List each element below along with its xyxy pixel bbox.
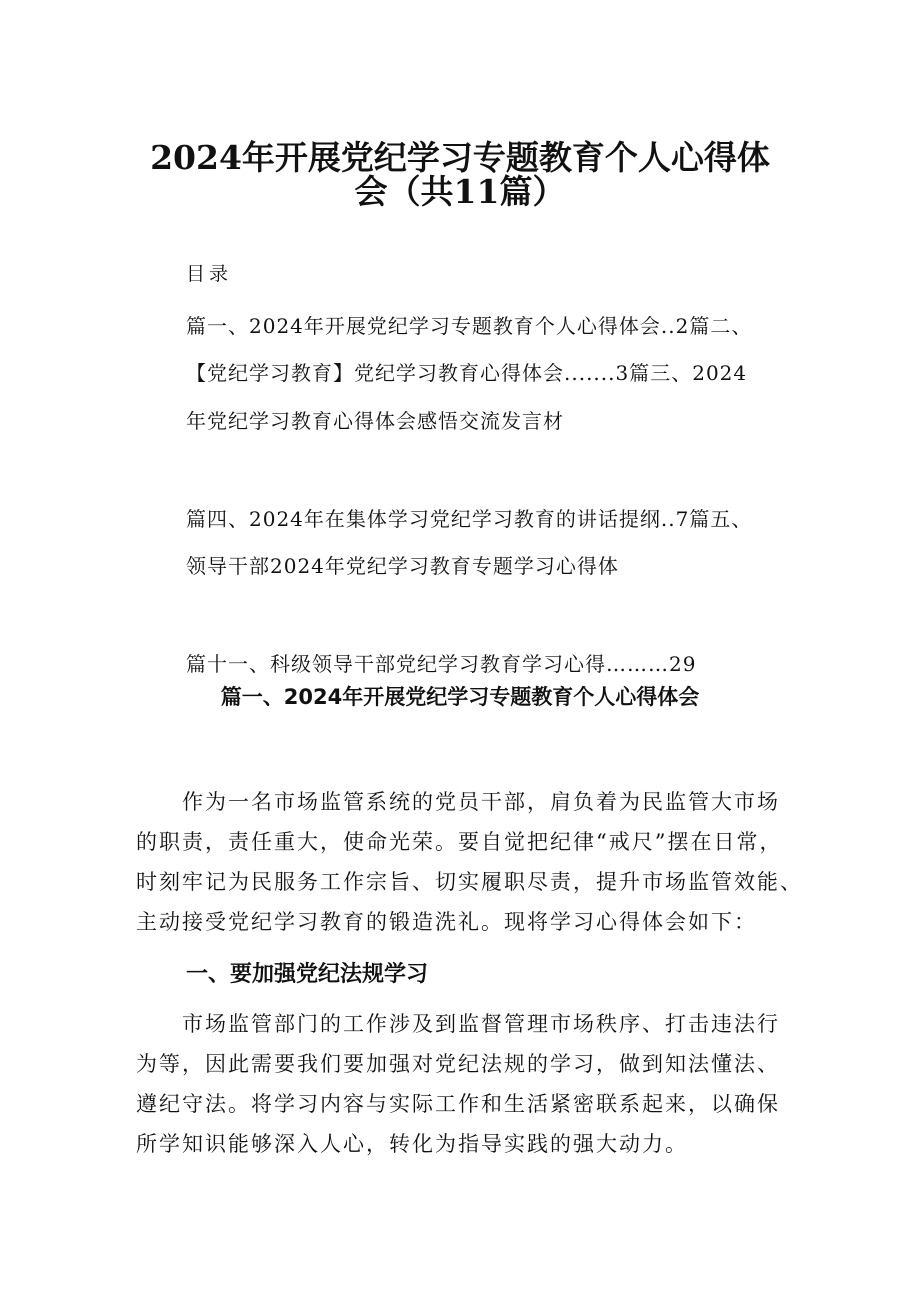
toc-line-6: 篇十一、科级领导干部党纪学习教育学习心得………29	[186, 652, 697, 676]
paragraph-2-line-2: 为等，因此需要我们要加强对党纪法规的学习，做到知法懂法、	[136, 1052, 780, 1076]
paragraph-1-line-1: 作为一名市场监管系统的党员干部，肩负着为民监管大市场	[182, 790, 780, 814]
toc-line-1: 篇一、2024年开展党纪学习专题教育个人心得体会..2篇二、	[186, 314, 753, 338]
paragraph-2-line-4: 所学知识能够深入人心，转化为指导实践的强大动力。	[136, 1132, 688, 1156]
paragraph-2-line-3: 遵纪守法。将学习内容与实际工作和生活紧密联系起来，以确保	[136, 1092, 780, 1116]
paragraph-2-line-1: 市场监管部门的工作涉及到监督管理市场秩序、打击违法行	[182, 1012, 780, 1036]
toc-line-2: 【党纪学习教育】党纪学习教育心得体会.......3篇三、2024	[186, 361, 748, 385]
paragraph-2	[136, 1004, 796, 1164]
paragraph-1-line-2: 的职责，责任重大，使命光荣。要自觉把纪律“戒尺”摆在日常，	[136, 830, 783, 854]
paragraph-1-line-4: 主动接受党纪学习教育的锻造洗礼。现将学习心得体会如下：	[136, 910, 757, 934]
toc-line-4: 篇四、2024年在集体学习党纪学习教育的讲话提纲..7篇五、	[186, 507, 753, 531]
toc-line-5: 领导干部2024年党纪学习教育专题学习心得体	[186, 554, 619, 578]
toc-line-3: 年党纪学习教育心得体会感悟交流发言材	[186, 409, 564, 433]
document-title-line-1: 2024年开展党纪学习专题教育个人心得体	[150, 138, 770, 177]
document-title-line-2: 会（共11篇）	[354, 172, 566, 211]
section-heading: 篇一、2024年开展党纪学习专题教育个人心得体会	[220, 685, 700, 709]
paragraph-1-line-3: 时刻牢记为民服务工作宗旨、切实履职尽责，提升市场监管效能、	[136, 870, 803, 894]
subheading-1: 一、要加强党纪法规学习	[186, 962, 429, 987]
toc-label: 目录	[186, 263, 233, 285]
paragraph-1	[136, 782, 803, 942]
